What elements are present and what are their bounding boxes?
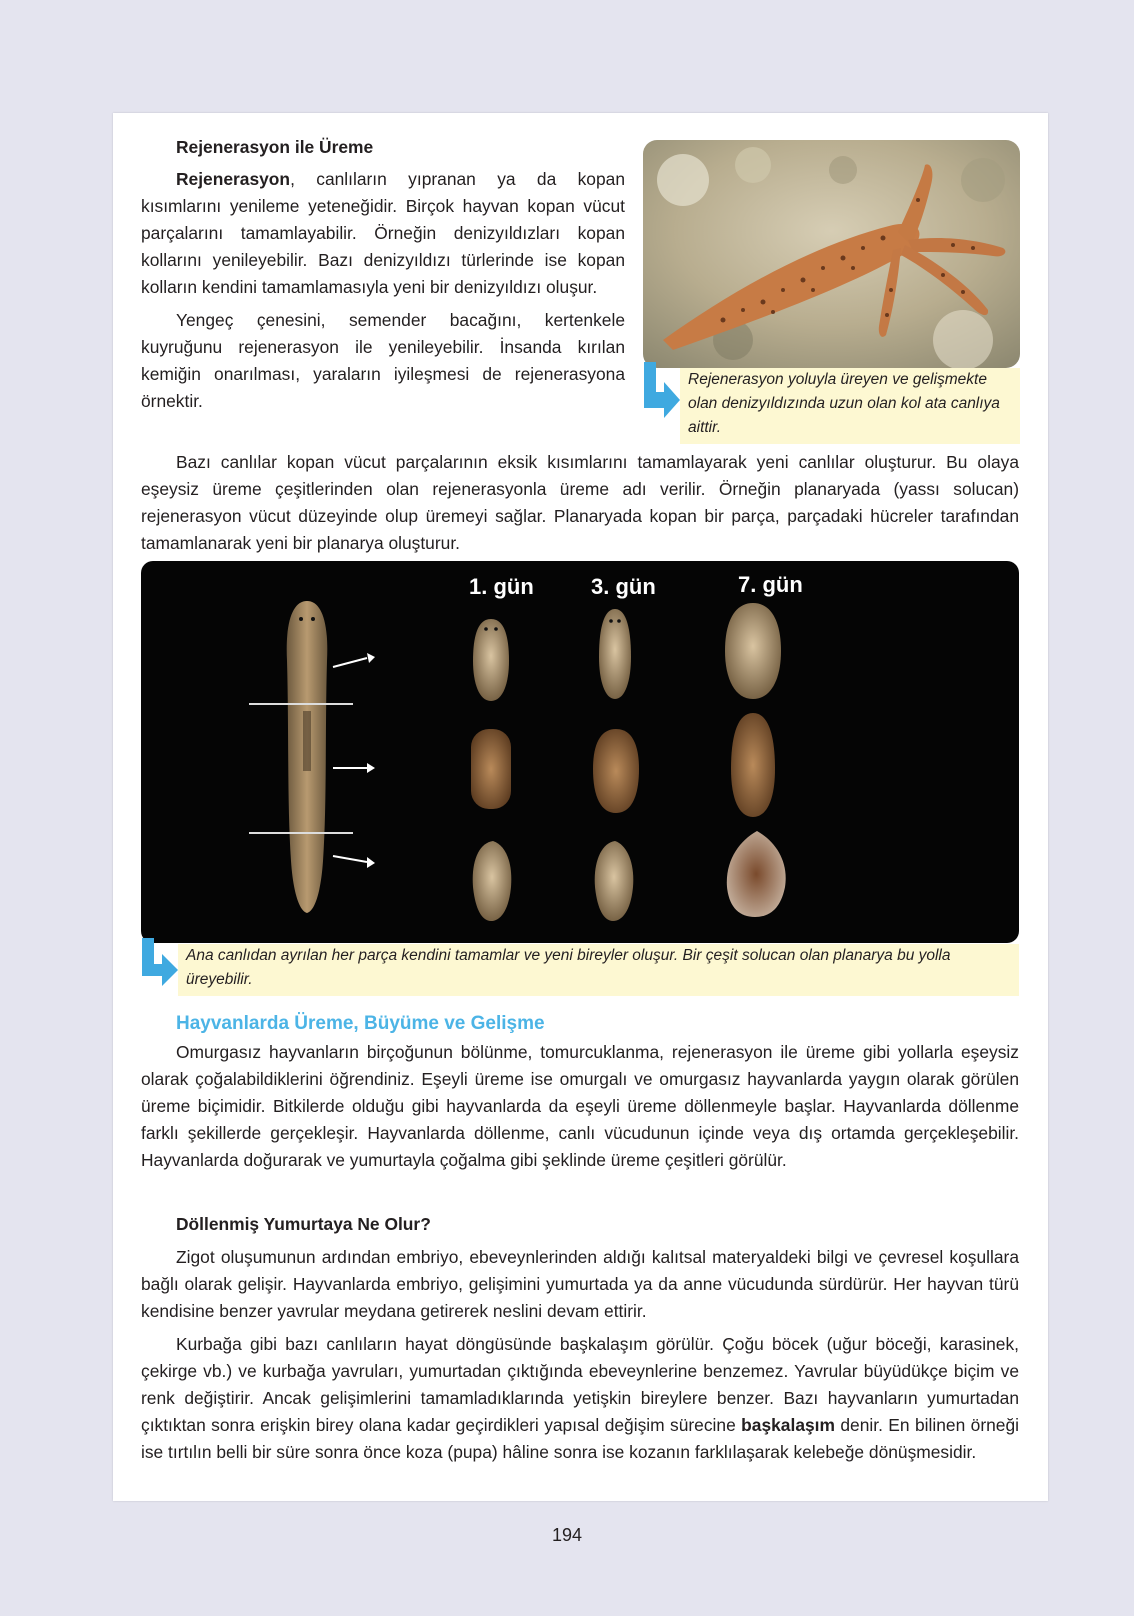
day-label-3: 3. gün <box>591 574 656 599</box>
caption-starfish: Rejenerasyon yoluyla üreyen ve gelişmekte olan denizyıldızında uzun olan kol ata canlıya aittir. <box>680 368 1020 444</box>
section-regeneration <box>141 134 625 415</box>
planarian-regeneration-figure <box>141 561 1019 943</box>
paragraph-regeneration-definition: Rejenerasyon, canlıların yıpranan ya da kopan kısımlarını yenileme yeteneğidir. Birçok hayvan kopan vücut parçalarını tamamlayabilir. Örneğin denizyıldızları kopan kollarını yenileyebilir. Bazı denizyıldızı türlerinde ise kopan kolların kendini tamamlamasıyla yeni bir denizyıldızı oluşur. <box>141 169 625 297</box>
section-fertilized-egg <box>141 1211 1019 1466</box>
starfish-illustration <box>643 140 1020 368</box>
section-title-regeneration: Rejenerasyon ile Üreme <box>176 137 374 157</box>
caption-arrow-icon <box>640 362 680 427</box>
paragraph-planarian-intro: Bazı canlılar kopan vücut parçalarının eksik kısımlarını tamamlayarak yeni canlılar oluşturur. Bu olaya eşeysiz üreme çeşitlerinden olan rejenerasyonla üreme adı verilir. Örneğin planaryada (yassı solucan) rejenerasyon vücut düzeyinde olup üremeyi sağlar. Planaryada kopan bir parça, parçadaki hücreler tarafından tamamlanarak yeni bir planarya oluşturur. <box>141 452 1019 553</box>
planarian-drawings <box>141 561 1019 943</box>
starfish-photo <box>643 140 1020 368</box>
paragraph-animal-reproduction: Omurgasız hayvanların birçoğunun bölünme, tomurcuklanma, rejenerasyon ile üreme gibi yollarla eşeysiz olarak çoğalabildiklerini öğrendiniz. Eşeyli üreme ise omurgalı ve omurgasız hayvanlarda yaygın olarak görülen üreme biçimidir. Bitkilerde olduğu gibi hayvanlarda da eşeyli üreme döllenmeyle başlar. Hayvanlarda döllenme farklı şekillerde gerçekleşir. Hayvanlarda döllenme, canlı vücudunun içinde veya dış ortamda gerçekleşebilir. Hayvanlarda doğurarak ve yumurtayla çoğalma gibi şeklinde üreme çeşitleri görülür. <box>141 1042 1019 1170</box>
paragraph-metamorphosis: Kurbağa gibi bazı canlıların hayat döngüsünde başkalaşım görülür. Çoğu böcek (uğur böceği, karasinek, çekirge vb.) ve kurbağa yavruları, yumurtadan çıktığında ebeveynlerine benzemez. Yavrular büyüdükçe biçim ve renk değiştirir. Ancak gelişimlerini tamamladıklarında yetişkin bireylere benzer. Bazı hayvanların yumurtadan çıktıktan sonra erişkin birey olana kadar geçirdikleri yapısal değişim sürecine başkalaşım denir. En bilinen örneği ise tırtılın belli bir süre sonra önce koza (pupa) hâline sonra ise kozanın farklılaşarak kelebeğe dönüşmesidir. <box>141 1334 1019 1462</box>
paragraph-regeneration-examples: Yengeç çenesini, semender bacağını, kertenkele kuyruğunu rejenerasyon ile yenileyebilir. İnsanda kırılan kemiğin onarılması, yaraların iyileşmesi de rejenerasyona örnektir. <box>141 310 625 411</box>
page-number: 194 <box>551 1525 583 1545</box>
section-title-fertilized-egg: Döllenmiş Yumurtaya Ne Olur? <box>176 1214 431 1234</box>
caption-arrow-icon-2 <box>138 938 178 999</box>
caption-planarian: Ana canlıdan ayrılan her parça kendini tamamlar ve yeni bireyler oluşur. Bir çeşit solucan olan planarya bu yolla üreyebilir. <box>178 944 1019 996</box>
section-animal-reproduction <box>141 1010 1019 1174</box>
term-regeneration: Rejenerasyon <box>176 169 291 189</box>
term-metamorphosis: başkalaşım <box>741 1415 835 1435</box>
paragraph-embryo-development: Zigot oluşumunun ardından embriyo, ebeveynlerinden aldığı kalıtsal materyaldeki bilgi ve çevresel koşullara bağlı olarak gelişir. Hayvanlarda embriyo, gelişimini yumurtada ya da anne vücudunda sürdürür. Her hayvan türü kendisine benzer yavrular meydana getirerek neslini devam ettirir. <box>141 1247 1019 1321</box>
day-label-7: 7. gün <box>738 572 803 597</box>
day-label-1: 1. gün <box>469 574 534 599</box>
section-title-animal-reproduction: Hayvanlarda Üreme, Büyüme ve Gelişme <box>176 1013 545 1034</box>
